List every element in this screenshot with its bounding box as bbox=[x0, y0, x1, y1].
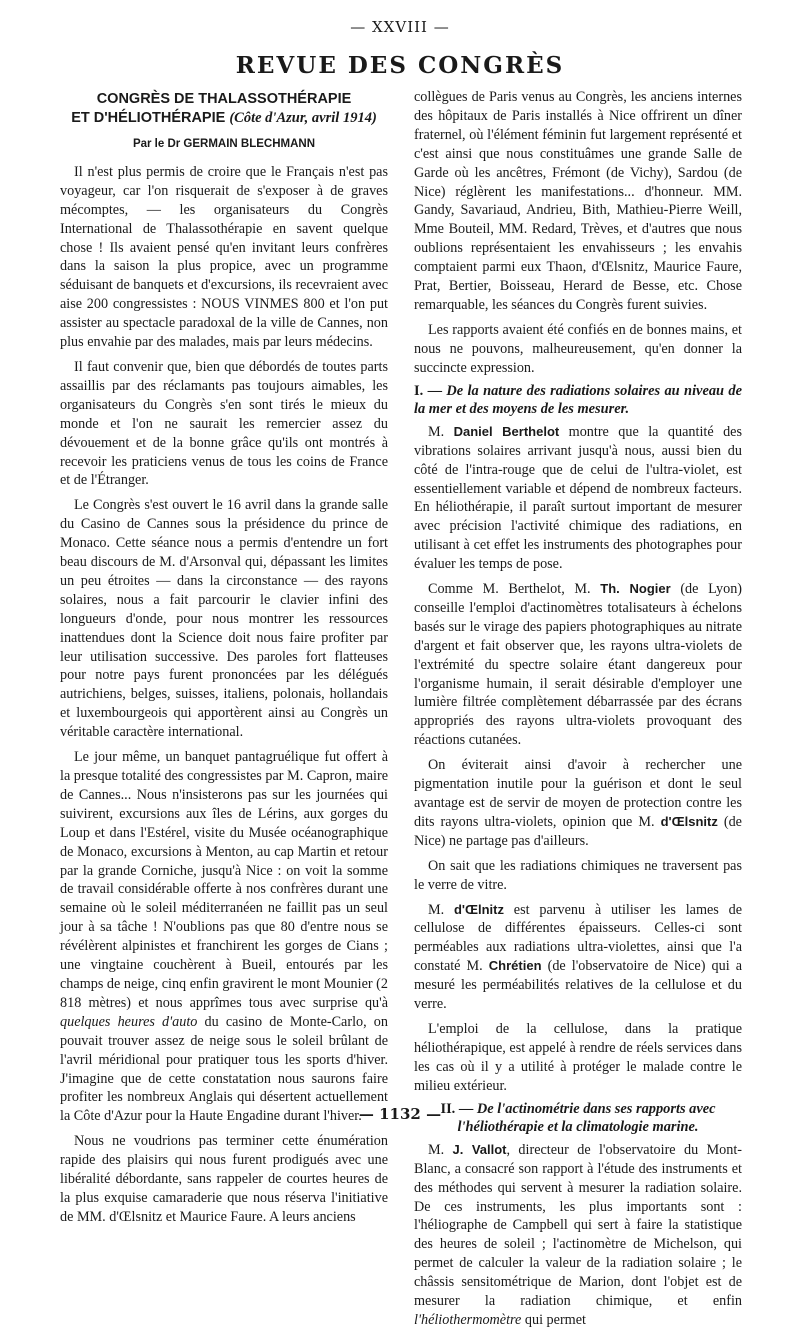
section-title: De l'actinométrie dans ses rapports avec l'héliothérapie et la climatologie marine. bbox=[457, 1100, 716, 1136]
paragraph: Les rapports avaient été confiés en de bonnes mains, et nous ne pouvons, malheureusement, qu'en donner la succincte expression. bbox=[414, 321, 742, 376]
text-run: (de Nice) ne partage pas d'ailleurs. bbox=[414, 813, 742, 849]
journal-title: REVUE DES CONGRÈS bbox=[235, 52, 565, 79]
paragraph: Il faut convenir que, bien que débordés de toutes parts assaillis par des réclamants pas toujours aimables, les organisateurs du Congrès s'en sont tirés le mieux du monde et l'on ne saurait les remercier assez du dévouement et de la bonne grâce qu'ils ont montrés à recevoir les praticiens venus de tous les coins de France et de l'Étranger. bbox=[60, 358, 388, 489]
right-column bbox=[414, 88, 742, 1330]
text-run: , directeur de l'observatoire du Mont-Blanc, a consacré son rapport à l'étude des instruments et des méthodes qui servent à mesurer la radiation solaire. De ces instruments, les plus importants sont : l'héliographe de Campbell qui sert à faire la statistique des heures de soleil ; l'actinomètre de Michelson, qui permet de calculer la valeur de la radiation solaire ; le châssis sensitométrique de Marion, dont l'objet est de mesurer la radiation chimique, et enfin bbox=[414, 1141, 743, 1310]
paragraph: On sait que les radiations chimiques ne traversent pas le verre de vitre. bbox=[414, 857, 742, 893]
paragraph: L'emploi de la cellulose, dans la pratique héliothérapique, est appelé à rendre de réels services dans les cas où il y a utilité à protéger le malade contre le milieu extérieur. bbox=[414, 1020, 742, 1094]
section-number: I. — bbox=[414, 382, 442, 399]
paragraph bbox=[414, 901, 742, 1014]
page-number: — 1132 — bbox=[358, 1105, 442, 1123]
paragraph bbox=[414, 580, 742, 750]
text-run: M. bbox=[428, 423, 454, 440]
person-name: Th. Nogier bbox=[600, 581, 671, 597]
person-name: d'Œlsnitz bbox=[660, 813, 718, 829]
text-run: On éviterait ainsi d'avoir à rechercher une pigmentation inutile pour la guérison et dont le seul avantage est de servir de moyen de protection contre les dits rayons ultra-violets, opinion que M. bbox=[414, 757, 742, 830]
person-name: Daniel Berthelot bbox=[453, 423, 560, 439]
text-run: est parvenu à utiliser les lames de cellulose de différentes épaisseurs. Celles-ci sont perméables aux radiations ultra-violettes, ainsi que l'a constaté M. bbox=[414, 901, 742, 975]
text-run: Comme M. Berthelot, M. bbox=[428, 581, 601, 598]
left-column bbox=[60, 90, 388, 1227]
text-run: montre que la quantité des vibrations solaires arrivant jusqu'à nous, aussi bien du côté de l'intra-rouge que de celui de l'ultra-violet, est essentiellement variable et dépend de nombreux facteurs. En héliothérapie, il paraît surtout important de mesurer avec précision l'activité chimique des radiations, en utilisant à cet effet les instruments des photographes pour évaluer les temps de pose. bbox=[414, 423, 742, 573]
paragraph bbox=[414, 756, 742, 851]
text-run: Le jour même, un banquet pantagruélique fut offert à la presque totalité des congressistes par M. Capron, maire de Cannes... Nous n'insisterons pas sur les journées qui suivirent, excursions aux îles de Lérins, aux gorges du Loup et dans l'Estérel, visite du Musée océanographique de Monaco, excursions à Menton, au cap Martin et retour par la grande Corniche, jusqu'à Nice : on voit la somme de travail considérable offerte à nos confrères durant une semaine où le soleil méditerranéen ne faillit pas un seul jour à sa tâche ! N'oublions pas que 80 d'entre nous se révélèrent alpinistes et franchirent les gorges de Cians ; une vingtaine couchèrent à Bueil, entourés par les champs de neige, cinq enfin gravirent le mont Mounier (2 818 mètres) et nous apprîmes tous avec surprise qu'à bbox=[60, 749, 388, 1011]
section-heading-1 bbox=[414, 382, 742, 419]
section-number: II. — bbox=[440, 1100, 474, 1117]
text-run: (de l'observatoire de Nice) qui a mesuré les perméabilités relatives de la cellulose et du verre. bbox=[414, 958, 742, 1013]
page-number-roman: — XXVIII — bbox=[350, 18, 450, 36]
text-run: M. bbox=[428, 901, 454, 918]
person-name: J. Vallot bbox=[452, 1141, 507, 1157]
article-title bbox=[60, 90, 388, 128]
text-run: du casino de Monte-Carlo, on pouvait trouver assez de neige sous le soleil brûlant de l'avril méridional pour pratiquer tous les sports d'hiver. J'imagine que de cette constatation nous saurons faire profiter les nombreux Anglais qui désertent actuellement la Côte d'Azur pour la Haute Engadine durant l'hiver. bbox=[60, 1013, 388, 1125]
text-run: qui permet bbox=[521, 1311, 586, 1328]
text-run: M. bbox=[428, 1141, 453, 1158]
paragraph: Le Congrès s'est ouvert le 16 avril dans la grande salle du Casino de Cannes sous la présidence du prince de Monaco. Cette séance nous a permis d'entendre un fort beau discours de M. d'Arsonval qui, dépassant les limites un peu étroites — dans la circonstance — des rayons solaires, nous a fait parcourir le clavier infini des longueurs d'onde, pour nous montrer les ressources inattendues dont la Science doit nous faire profiter par leur utilisation successive. Des paroles fort flatteuses pour notre pays furent prononcées par les délégués autrichiens, belges, suisses, italiens, polonais, hollandais et luxembourgeois qui apportèrent ainsi au Congrès un véritable caractère international. bbox=[60, 497, 388, 741]
article-title-subtitle: (Côte d'Azur, avril 1914) bbox=[229, 110, 377, 126]
emphasis: l'héliothermomètre bbox=[414, 1311, 522, 1328]
person-name: d'Œlnitz bbox=[453, 901, 504, 917]
article-title-line2: ET D'HÉLIOTHÉRAPIE bbox=[71, 110, 230, 126]
paragraph bbox=[60, 748, 388, 1126]
paragraph: collègues de Paris venus au Congrès, les anciens internes des hôpitaux de Paris installés à Nice offrirent un dîner fraternel, où l'élément féminin fut largement représenté et c'est ainsi que nous constituâmes une grande Salle de Garde où les ancêtres, Frémont (de Vichy), Sardou (de Nice) réglèrent les manifestations... d'honneur. MM. Gandy, Savariaud, Andrieu, Bith, Mathieu-Pierre Weill, Mme Bouteil, MM. Redard, Trèves, et d'autres que nous oublions représentaient les envahisseurs ; les envahis comptaient parmi eux Thaon, d'Œlsnitz, Maurice Faure, Prat, Bertier, Boisseau, Herard de Besse, etc. Chose remarquable, les séances du Congrès furent suivies. bbox=[414, 89, 742, 313]
emphasis: quelques heures d'auto bbox=[60, 1013, 198, 1030]
person-name: Chrétien bbox=[488, 958, 542, 974]
article-byline: Par le Dr GERMAIN BLECHMANN bbox=[132, 138, 316, 150]
section-title: De la nature des radiations solaires au niveau de la mer et des moyens de les mesurer. bbox=[414, 382, 742, 418]
paragraph bbox=[414, 423, 742, 574]
paragraph bbox=[414, 1141, 742, 1330]
text-run: (de Lyon) conseille l'emploi d'actinomètres totalisateurs à échelons basés sur le virage des papiers photographiques au nitrate d'argent et fait observer que, les rayons ultra-violets de l'extrémité du spectre solaire étant dangereux pour l'organisme humain, il serait désirable d'employer une lumière filtrée complètement débarrassée par des écrans appropriés des rayons ultra-violets provoquant des réactions cutanées. bbox=[414, 581, 743, 749]
paragraph: Il n'est plus permis de croire que le Français n'est pas voyageur, car l'on risquerait de s'exposer à de graves mécomptes, — les organisateurs du Congrès International de Thalassothérapie en savent quelque chose ! Ils avaient pensé qu'en invitant leurs confrères dans la saison la plus propice, avec un programme séduisant de banquets et d'excursions, ils recevraient avec aise 200 congressistes : NOUS VINMES 800 et l'on put assister au spectacle paradoxal de la ville de Cannes, non plus envahie par des malades, mais par leurs médecins. bbox=[60, 163, 388, 351]
article-title-line1: CONGRÈS DE THALASSOTHÉRAPIE bbox=[96, 91, 352, 107]
paragraph: Nous ne voudrions pas terminer cette énumération rapide des plaisirs qui nous furent prodigués avec une libéralité débordante, sans rappeler de courtes heures de la plus exquise camaraderie que nous réserva l'initiative de MM. d'Œlsnitz et Maurice Faure. A leurs anciens bbox=[60, 1133, 388, 1225]
